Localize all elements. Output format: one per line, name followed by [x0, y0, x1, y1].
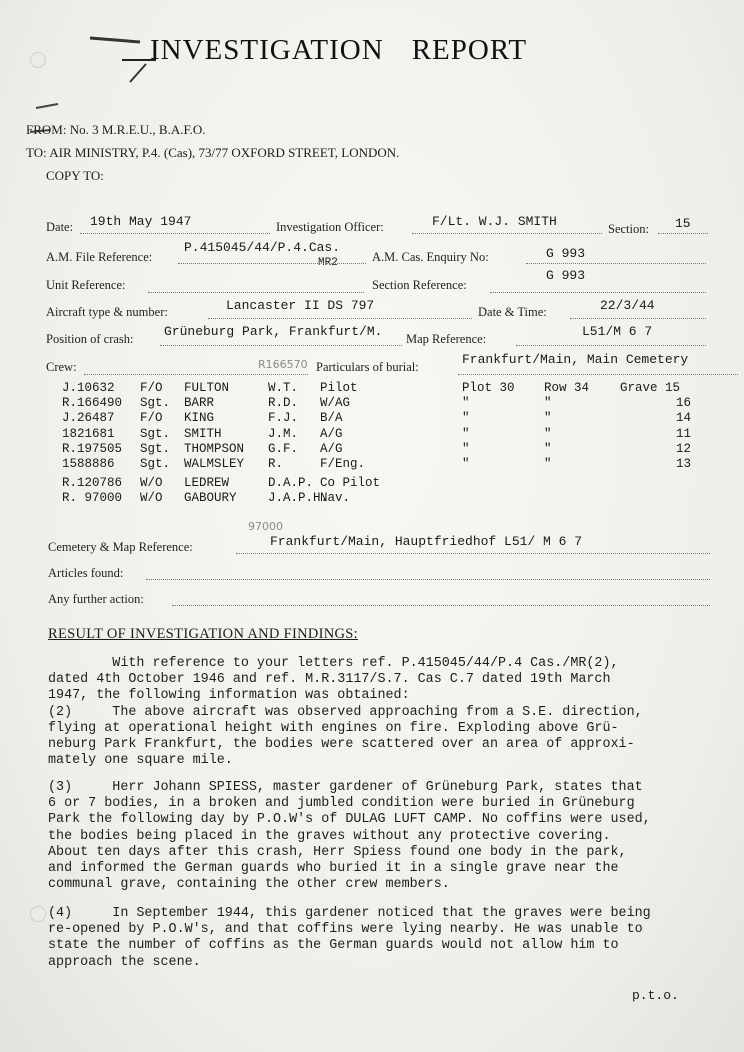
punch-hole [30, 906, 46, 922]
crew-row: " [544, 441, 552, 456]
officer-value: F/Lt. W.J. SMITH [432, 214, 557, 229]
am-file-value: P.415045/44/P.4.Cas. [184, 240, 341, 255]
crew-name: WALMSLEY [184, 457, 245, 471]
section-ref-label: Section Reference: [372, 278, 467, 292]
crew-rank: Sgt. [140, 441, 171, 456]
findings-line: re-opened by P.O.W's, and that coffins were lying nearby. He was unable to [48, 922, 643, 938]
crew-no: R.197505 [62, 441, 123, 456]
findings-line: (4) In September 1944, this gardener noticed that the graves were being [48, 906, 651, 921]
crew-init: G.F. [268, 441, 299, 456]
findings-paragraph-4 [48, 906, 744, 971]
am-file-label: A.M. File Reference: [46, 250, 153, 264]
section-ref-value: G 993 [546, 268, 586, 283]
crew-row: " [544, 457, 552, 471]
burial-label: Particulars of burial: [316, 360, 419, 374]
crew-plot: Plot 30 [462, 381, 515, 395]
crew-rank: F/O [140, 411, 163, 426]
aircraft-label: Aircraft type & number: [46, 305, 168, 319]
crew-name: FULTON [184, 381, 230, 395]
findings-line: approach the scene. [48, 954, 201, 970]
crew-role: Co Pilot [320, 476, 381, 491]
pencil-mark-icon [30, 20, 160, 160]
crew-role: A/G [320, 426, 343, 441]
findings-line: state the number of coffins as the German guards would not allow him to [48, 938, 619, 954]
report-title [150, 34, 527, 67]
crew-grave: 14 [676, 411, 692, 426]
findings-line: 1947, the following information was obtained: [48, 688, 410, 704]
findings-line: 6 or 7 bodies, in a broken and jumbled condition were buried in Grüneburg [48, 796, 635, 812]
crew-name: BARR [184, 396, 215, 411]
crew-rank: W/O [140, 476, 163, 491]
section-value: 15 [675, 216, 691, 231]
crew-no: 1588886 [62, 457, 115, 471]
crew-no: R.166490 [62, 396, 123, 411]
am-cas-label: A.M. Cas. Enquiry No: [372, 250, 489, 264]
findings-heading: RESULT OF INVESTIGATION AND FINDINGS: [48, 626, 358, 642]
crew-name: THOMPSON [184, 441, 245, 456]
findings-line: mately one square mile. [48, 753, 233, 769]
crew-rank: Sgt. [140, 457, 171, 471]
crew-label: Crew: [46, 360, 77, 374]
crew-init: J.M. [268, 426, 299, 441]
crew-plot: " [462, 411, 470, 426]
crew-no: R. 97000 [62, 491, 123, 506]
findings-line: About ten days after this crash, Herr Spiess found one body in the park, [48, 844, 627, 860]
pto-note: p.t.o. [632, 988, 679, 1003]
findings-line: and informed the German guards who buried it in a single grave near the [48, 861, 619, 877]
crew-init: F.J. [268, 411, 299, 426]
crew-row: " [544, 396, 552, 411]
datetime-label: Date & Time: [478, 305, 547, 319]
crew-no: J.10632 [62, 381, 115, 395]
findings-paragraph-3 [48, 780, 744, 893]
findings-line: flying at operational height with engines on fire. Exploding above Grü- [48, 720, 619, 736]
crew-rank: F/O [140, 381, 163, 395]
crew-plot: " [462, 441, 470, 456]
crew-grave: 11 [676, 426, 692, 441]
crew-plot: " [462, 457, 470, 471]
crew-init: R. [268, 457, 284, 471]
title-word-2: REPORT [411, 34, 528, 66]
crew-role: W/AG [320, 396, 351, 411]
crew-grave: 13 [676, 457, 692, 471]
crew-role: Nav. [320, 491, 351, 506]
findings-line: dated 4th October 1946 and ref. M.R.3117/S.7. Cas C.7 dated 19th March [48, 672, 611, 688]
pencil-annotation: 97000 [248, 520, 283, 533]
crew-row: Row 34 [544, 381, 590, 395]
articles-label: Articles found: [48, 566, 124, 580]
findings-line: neburg Park Frankfurt, the bodies were scattered over an area of approxi- [48, 737, 635, 753]
findings-line: (2) The above aircraft was observed approaching from a S.E. direction, [48, 704, 643, 720]
position-label: Position of crash: [46, 332, 134, 346]
findings-line: the bodies being placed in the graves without any protective covering. [48, 828, 611, 844]
date-value: 19th May 1947 [90, 214, 192, 229]
crew-no: J.26487 [62, 411, 115, 426]
crew-row: " [544, 426, 552, 441]
crew-init: R.D. [268, 396, 299, 411]
title-word-1: INVESTIGATION [150, 34, 384, 66]
crew-role: A/G [320, 441, 343, 456]
to-line: TO: AIR MINISTRY, P.4. (Cas), 73/77 OXFORD STREET, LONDON. [26, 145, 400, 160]
cemetery-value: Frankfurt/Main, Hauptfriedhof L51/ M 6 7 [270, 534, 583, 549]
mapref-value: L51/M 6 7 [582, 324, 653, 339]
crew-rank: W/O [140, 491, 163, 506]
aircraft-value: Lancaster II DS 797 [226, 298, 375, 313]
crew-no: R.120786 [62, 476, 123, 491]
pencil-annotation: R166570 [258, 358, 308, 371]
crew-name: GABOURY [184, 491, 237, 506]
findings-line: With reference to your letters ref. P.415045/44/P.4 Cas./MR(2), [48, 656, 619, 671]
crew-rank: Sgt. [140, 426, 171, 441]
findings-line: (3) Herr Johann SPIESS, master gardener of Grüneburg Park, states that [48, 780, 643, 795]
crew-init: D.A.P. [268, 476, 314, 491]
burial-value: Frankfurt/Main, Main Cemetery [462, 352, 689, 367]
crew-role: F/Eng. [320, 457, 366, 471]
mapref-label: Map Reference: [406, 332, 487, 346]
from-line: FROM: No. 3 M.R.E.U., B.A.F.O. [26, 122, 206, 137]
crew-grave: 16 [676, 396, 692, 411]
crew-grave: 12 [676, 441, 692, 456]
findings-line: Park the following day by P.O.W's of DULAG LUFT CAMP. No coffins were used, [48, 812, 651, 828]
am-cas-value: G 993 [546, 246, 586, 261]
section-label: Section: [608, 222, 649, 236]
am-file-value-2: MR2 [318, 257, 338, 269]
further-action-label: Any further action: [48, 592, 144, 606]
crew-role: Pilot [320, 381, 358, 395]
officer-label: Investigation Officer: [276, 220, 384, 234]
crew-no: 1821681 [62, 426, 115, 441]
date-label: Date: [46, 220, 74, 234]
crew-name: KING [184, 411, 215, 426]
copy-to-line: COPY TO: [46, 168, 104, 183]
crew-rank: Sgt. [140, 396, 171, 411]
datetime-value: 22/3/44 [600, 298, 655, 313]
crew-name: SMITH [184, 426, 222, 441]
crew-role: B/A [320, 411, 343, 426]
crew-grave: Grave 15 [620, 381, 681, 395]
crew-row: " [544, 411, 552, 426]
crew-init: J.A.P.H. [268, 491, 329, 506]
position-value: Grüneburg Park, Frankfurt/M. [164, 324, 383, 339]
findings-paragraph-2 [48, 656, 744, 769]
unit-label: Unit Reference: [46, 278, 126, 292]
crew-plot: " [462, 426, 470, 441]
crew-init: W.T. [268, 381, 299, 395]
crew-plot: " [462, 396, 470, 411]
crew-name: LEDREW [184, 476, 230, 491]
cemetery-label: Cemetery & Map Reference: [48, 540, 193, 554]
findings-line: communal grave, containing the other crew members. [48, 877, 450, 893]
